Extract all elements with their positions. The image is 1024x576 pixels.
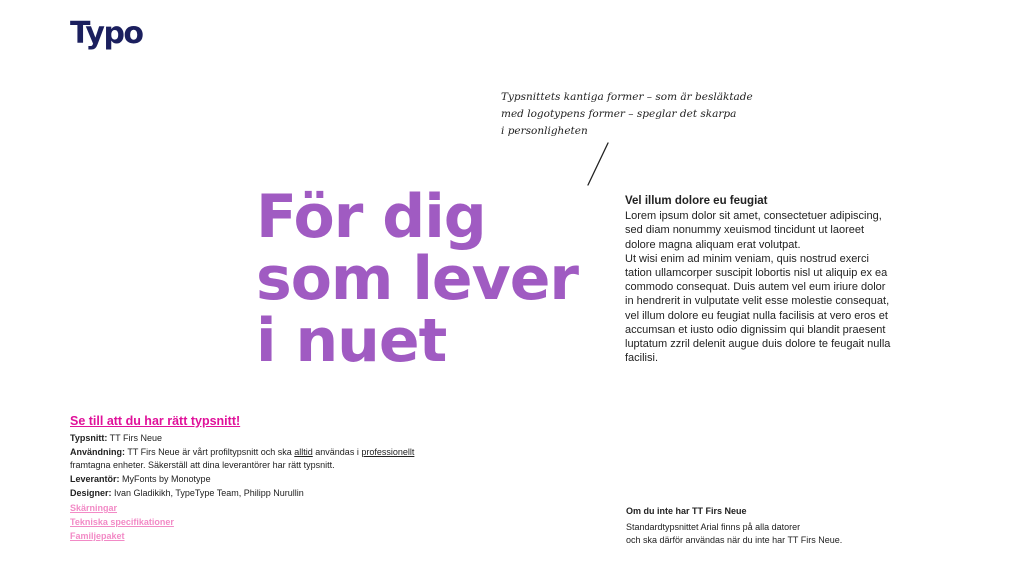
- link-tekniska-specifikationer[interactable]: Tekniska specifikationer: [70, 517, 174, 527]
- typsnitt-row: [70, 432, 450, 445]
- headline-line-1: För dig: [256, 182, 486, 252]
- fallback-title: Om du inte har TT Firs Neue: [626, 506, 747, 516]
- font-info-section: [70, 415, 450, 543]
- body-paragraph-2: Ut wisi enim ad minim veniam, quis nostrud exerci tation ullamcorper suscipit lobortis nisl ut aliquip ex ea commodo consequat. Duis autem vel eum iriure dolor in hendrerit in vulputate velit esse molestie consequat, vel illum dolore eu feugiat nulla facilisis at vero eros et accumsan et iusto odio dignissim qui blandit praesent luptatum zzril delenit augue duis dolore te feugait nulla facilisi.: [625, 252, 891, 365]
- annotation-pointer-line: [586, 141, 610, 187]
- annotation-line-3: i personligheten: [501, 125, 588, 137]
- link-familjepaket[interactable]: Familjepaket: [70, 531, 125, 541]
- body-paragraph-1: Lorem ipsum dolor sit amet, consectetuer adipiscing, sed diam nonummy xeuismod tincidunt ut laoreet dolore magna aliquam erat volutpat.: [625, 210, 882, 251]
- font-check-heading-link[interactable]: Se till att du har rätt typsnitt!: [70, 414, 241, 428]
- typsnitt-value: TT Firs Neue: [109, 433, 163, 443]
- anvandning-alltid: alltid: [294, 447, 313, 457]
- leverantor-row: [70, 473, 450, 486]
- annotation-line-1: Typsnittets kantiga former – som är besläktade: [501, 91, 753, 103]
- handwritten-annotation: [501, 89, 771, 140]
- headline: [256, 182, 578, 376]
- anvandning-text-3: framtagna enheter. Säkerställ att dina leverantörer har rätt typsnitt.: [70, 460, 335, 470]
- typo-logo: Typo: [70, 16, 143, 51]
- designer-value: Ivan Gladikikh, TypeType Team, Philipp Nurullin: [114, 488, 304, 498]
- anvandning-text-2: användas i: [315, 447, 359, 457]
- annotation-line-2: med logotypens former – speglar det skarpa: [501, 108, 737, 120]
- body-text-block: [625, 194, 895, 365]
- fallback-line-2: och ska därför användas när du inte har TT Firs Neue.: [626, 535, 843, 545]
- leverantor-value: MyFonts by Monotype: [122, 474, 211, 484]
- leverantor-label: Leverantör:: [70, 474, 120, 484]
- headline-line-3: i nuet: [256, 306, 447, 376]
- fallback-line-1: Standardtypsnittet Arial finns på alla datorer: [626, 522, 801, 532]
- anvandning-row: [70, 446, 450, 472]
- designer-row: [70, 487, 450, 500]
- anvandning-label: Användning:: [70, 447, 125, 457]
- anvandning-professionellt: professionellt: [361, 447, 415, 457]
- link-skarningar[interactable]: Skärningar: [70, 503, 118, 513]
- body-title: Vel illum dolore eu feugiat: [625, 195, 768, 207]
- fallback-font-section: [626, 505, 926, 547]
- anvandning-text-1: TT Firs Neue är vårt profiltypsnitt och ska: [127, 447, 292, 457]
- headline-line-2: som lever: [256, 244, 578, 314]
- designer-label: Designer:: [70, 488, 112, 498]
- typsnitt-label: Typsnitt:: [70, 433, 108, 443]
